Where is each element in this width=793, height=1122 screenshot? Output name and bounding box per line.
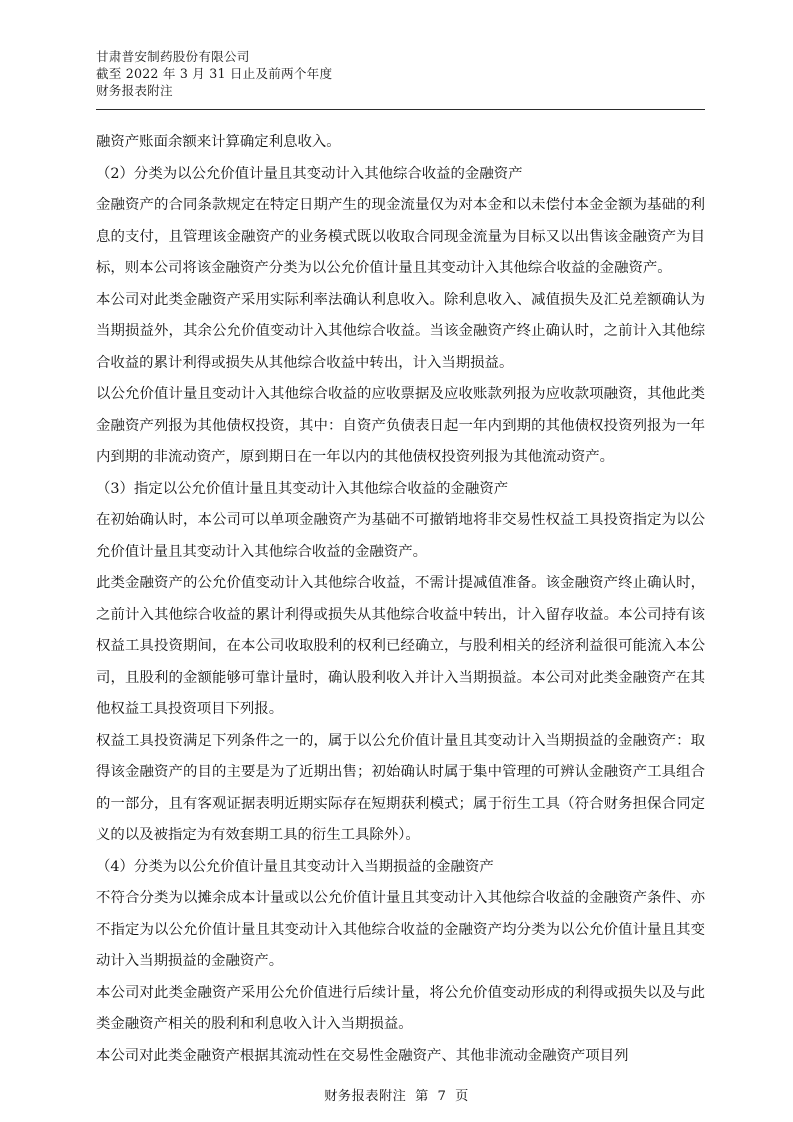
paragraph: （4）分类为以公允价值计量且其变动计入当期损益的金融资产	[96, 858, 494, 875]
paragraph: 此类金融资产的公允价值变动计入其他综合收益，不需计提减值准备。该金融资产终止确认时，之前计入其他综合收益的累计利得或损失从其他综合收益中转出，计入留存收益。本公司持有该权益工具投资期间，在本公司收取股利的权利已经确立，与股利相关的经济利益很可能流入本公司，且股利的金额能够可靠计量时，确认股利收入并计入当期损益。本公司对此类金融资产在其他权益工具投资项目下列报。	[96, 575, 705, 717]
header-divider	[96, 109, 705, 110]
document-body	[96, 127, 705, 1072]
page-header	[96, 48, 705, 99]
paragraph: 本公司对此类金融资产采用公允价值进行后续计量，将公允价值变动形成的利得或损失以及与此类金融资产相关的股利和利息收入计入当期损益。	[96, 984, 705, 1032]
paragraph: 本公司对此类金融资产根据其流动性在交易性金融资产、其他非流动金融资产项目列	[96, 1047, 629, 1064]
paragraph: 不符合分类为以摊余成本计量或以公允价值计量且其变动计入其他综合收益的金融资产条件、亦不指定为以公允价值计量且其变动计入其他综合收益的金融资产均分类为以公允价值计量且其变动计入当期损益的金融资产。	[96, 890, 705, 969]
footer-label: 财务报表附注	[324, 1089, 407, 1104]
header-reporting-period: 截至 2022 年 3 月 31 日止及前两个年度	[96, 66, 333, 81]
paragraph: 融资产账面余额来计算确定利息收入。	[96, 134, 341, 150]
paragraph: （3）指定以公允价值计量且其变动计入其他综合收益的金融资产	[96, 480, 509, 497]
page-footer	[0, 1085, 793, 1104]
paragraph: （2）分类为以公允价值计量且其变动计入其他综合收益的金融资产	[96, 165, 523, 182]
paragraph: 在初始确认时，本公司可以单项金融资产为基础不可撤销地将非交易性权益工具投资指定为以公允价值计量且其变动计入其他综合收益的金融资产。	[96, 512, 705, 560]
paragraph: 权益工具投资满足下列条件之一的，属于以公允价值计量且其变动计入当期损益的金融资产：取得该金融资产的目的主要是为了近期出售；初始确认时属于集中管理的可辨认金融资产工具组合的一部分，且有客观证据表明近期实际存在短期获利模式；属于衍生工具（符合财务担保合同定义的以及被指定为有效套期工具的衍生工具除外）。	[96, 732, 705, 843]
footer-page-suffix: 页	[455, 1089, 469, 1104]
footer-page-prefix: 第	[415, 1089, 429, 1104]
paragraph: 本公司对此类金融资产采用实际利率法确认利息收入。除利息收入、减值损失及汇兑差额确认为当期损益外，其余公允价值变动计入其他综合收益。当该金融资产终止确认时，之前计入其他综合收益的累计利得或损失从其他综合收益中转出，计入当期损益。	[96, 291, 705, 371]
page-content-area	[96, 48, 705, 1082]
paragraph: 金融资产的合同条款规定在特定日期产生的现金流量仅为对本金和以未偿付本金金额为基础的利息的支付，且管理该金融资产的业务模式既以收取合同现金流量为目标又以出售该金融资产为目标，则本公司将该金融资产分类为以公允价值计量且其变动计入其他综合收益的金融资产。	[96, 197, 705, 276]
paragraph: 以公允价值计量且变动计入其他综合收益的应收票据及应收账款列报为应收款项融资，其他此类金融资产列报为其他债权投资，其中：自资产负债表日起一年内到期的其他债权投资列报为一年内到期的非流动资产，原到期日在一年以内的其他债权投资列报为其他流动资产。	[96, 386, 705, 465]
header-section-title: 财务报表附注	[96, 83, 173, 98]
header-company-name: 甘肃普安制药股份有限公司	[96, 49, 250, 64]
footer-page-number: 7	[437, 1089, 447, 1104]
